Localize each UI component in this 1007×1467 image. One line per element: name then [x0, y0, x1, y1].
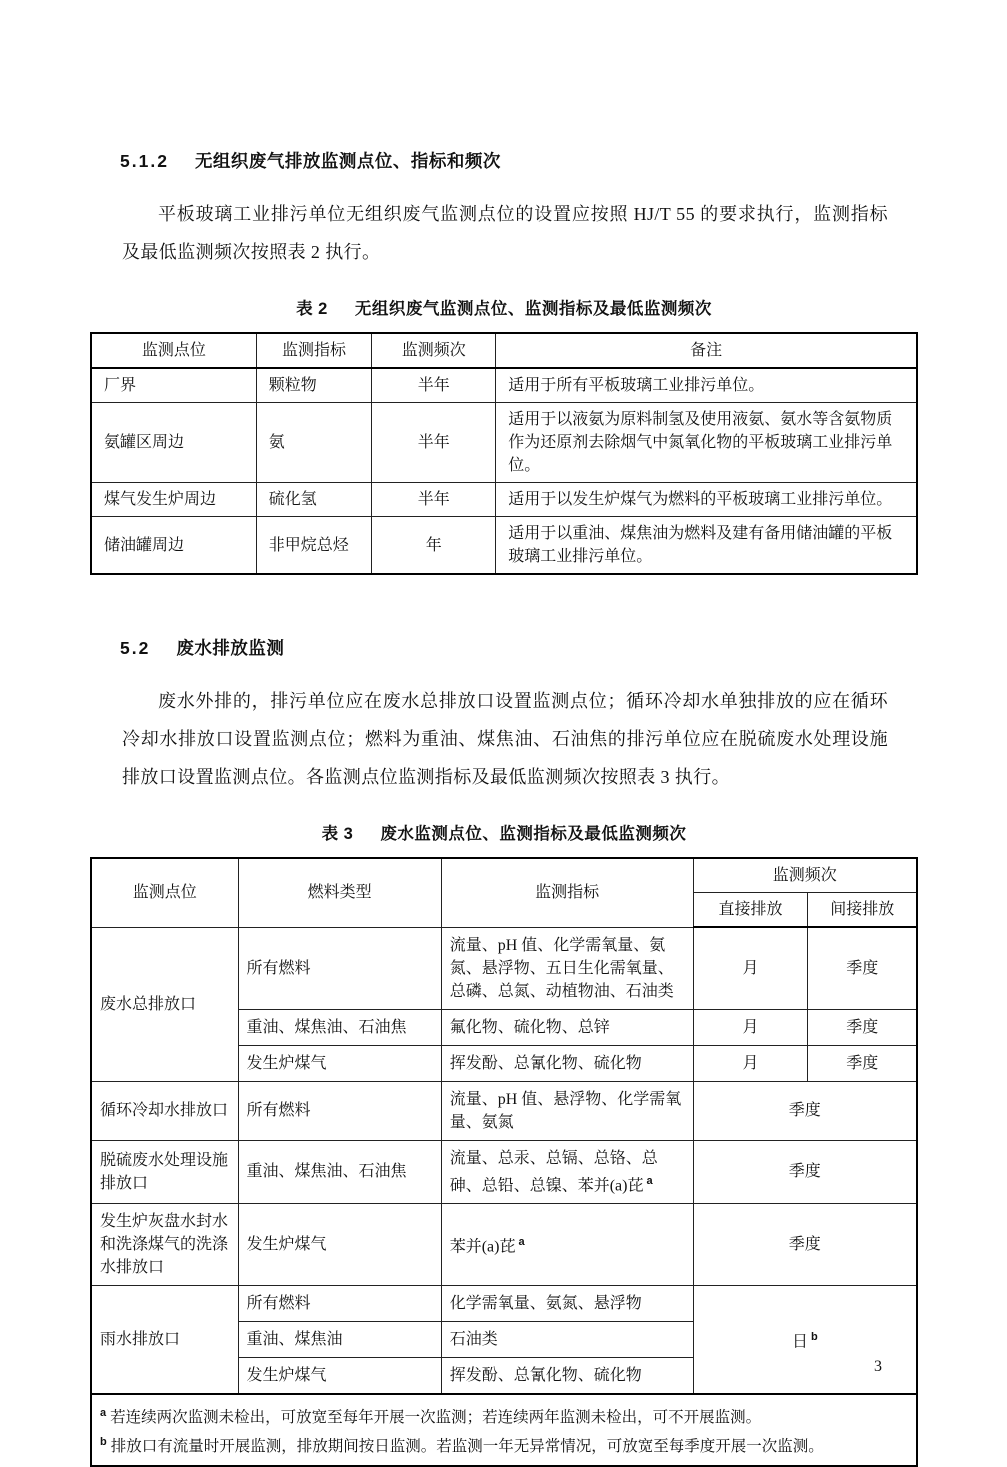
- table2-cell-indicator: 颗粒物: [256, 368, 372, 403]
- table2-fugitive-emissions: [90, 332, 918, 575]
- footnote-b-text: 排放口有流量时开展监测，排放期间按日监测。若监测一年无异常情况，可放宽至每季度开展一次监测。: [110, 1438, 824, 1456]
- footnote-a: [100, 1401, 908, 1430]
- table3-indicators: 石油类: [441, 1321, 693, 1357]
- footnote-marker-a: a: [646, 1174, 653, 1187]
- table2-header-row: [91, 333, 917, 368]
- table3-fuel: 所有燃料: [238, 1081, 441, 1140]
- table-row: [91, 927, 917, 1009]
- footnote-a-text: 若连续两次监测未检出，可放宽至每年开展一次监测；若连续两年监测未检出，可不开展监测。: [110, 1408, 762, 1426]
- table-row: [91, 368, 917, 403]
- table3-merged-frequency: 季度: [693, 1081, 917, 1140]
- table2-header-point: 监测点位: [91, 333, 256, 368]
- table2-cell-frequency: 半年: [372, 483, 496, 517]
- document-page: [90, 0, 918, 1467]
- table2-cell-indicator: 非甲烷总烃: [256, 517, 372, 575]
- table3-indicators: 挥发酚、总氰化物、硫化物: [441, 1045, 693, 1081]
- table2-caption-text: 无组织废气监测点位、监测指标及最低监测频次: [354, 300, 712, 318]
- table-row: [91, 483, 917, 517]
- footnote-a-marker: a: [100, 1406, 107, 1419]
- table2-cell-frequency: 年: [372, 517, 496, 575]
- table3-direct-frequency: 月: [693, 927, 808, 1009]
- table2-cell-point: 厂界: [91, 368, 256, 403]
- table2-cell-frequency: 半年: [372, 403, 496, 483]
- footnote-b: [100, 1430, 908, 1459]
- table2-header-indicator: 监测指标: [256, 333, 372, 368]
- paragraph-52: 废水外排的，排污单位应在废水总排放口设置监测点位；循环冷却水单独排放的应在循环冷却水排放口设置监测点位；燃料为重油、煤焦油、石油焦的排污单位应在脱硫废水处理设施排放口设置监测点位。各监测点位监测指标及最低监测频次按照表 3 执行。: [122, 691, 888, 787]
- table3-caption: [90, 820, 918, 844]
- footnote-marker-b: b: [810, 1330, 818, 1343]
- table3-point: 循环冷却水排放口: [91, 1081, 238, 1140]
- table3-indicators-text: 流量、总汞、总镉、总铬、总砷、总铅、总镍、苯并(a)芘: [449, 1149, 658, 1194]
- table3-point: 脱硫废水处理设施排放口: [91, 1140, 238, 1203]
- section-number: 5.1.2: [120, 151, 169, 171]
- table2-caption-label: 表 2: [296, 300, 328, 318]
- table3-fuel: 重油、煤焦油、石油焦: [238, 1140, 441, 1203]
- section-heading-512: [90, 148, 918, 173]
- table2-cell-indicator: 硫化氢: [256, 483, 372, 517]
- table3-merged-frequency: [693, 1285, 917, 1394]
- table2-cell-indicator: 氨: [256, 403, 372, 483]
- table3-fuel: 所有燃料: [238, 927, 441, 1009]
- table3-wastewater-monitoring: [90, 857, 918, 1467]
- table3-header-frequency: 监测频次: [693, 858, 917, 893]
- table3-direct-frequency: 月: [693, 1009, 808, 1045]
- table3-indirect-frequency: 季度: [808, 927, 917, 1009]
- table3-fuel: 所有燃料: [238, 1285, 441, 1321]
- table-row: [91, 1140, 917, 1203]
- table2-cell-point: 煤气发生炉周边: [91, 483, 256, 517]
- table3-header-indirect: 间接排放: [808, 893, 917, 928]
- table3-direct-frequency: 月: [693, 1045, 808, 1081]
- table3-frequency-text: 日: [791, 1332, 808, 1350]
- table-row: [91, 403, 917, 483]
- table3-merged-frequency: 季度: [693, 1140, 917, 1203]
- section-title: 废水排放监测: [176, 638, 285, 658]
- table3-header-point: 监测点位: [91, 858, 238, 927]
- table2-cell-remark: 适用于以重油、煤焦油为燃料及建有备用储油罐的平板玻璃工业排污单位。: [496, 517, 917, 575]
- table3-caption-label: 表 3: [321, 825, 354, 843]
- footnote-b-marker: b: [100, 1435, 107, 1448]
- table3-header-direct: 直接排放: [693, 893, 808, 928]
- table3-header-fuel: 燃料类型: [238, 858, 441, 927]
- table2-header-remark: 备注: [496, 333, 917, 368]
- table2-cell-point: 氨罐区周边: [91, 403, 256, 483]
- table3-fuel: 发生炉煤气: [238, 1203, 441, 1285]
- table3-indirect-frequency: 季度: [808, 1045, 917, 1081]
- table-row: [91, 517, 917, 575]
- table-row: [91, 1203, 917, 1285]
- table2-cell-point: 储油罐周边: [91, 517, 256, 575]
- table3-merged-frequency: 季度: [693, 1203, 917, 1285]
- section-heading-52: [90, 635, 918, 660]
- table2-cell-remark: 适用于所有平板玻璃工业排污单位。: [496, 368, 917, 403]
- footnote-marker-a: a: [518, 1235, 525, 1248]
- table3-fuel: 发生炉煤气: [238, 1357, 441, 1394]
- table3-indicators: 氟化物、硫化物、总锌: [441, 1009, 693, 1045]
- table2-cell-remark: 适用于以发生炉煤气为燃料的平板玻璃工业排污单位。: [496, 483, 917, 517]
- table2-cell-remark: 适用于以液氨为原料制氢及使用液氨、氨水等含氨物质作为还原剂去除烟气中氮氧化物的平板玻璃工业排污单位。: [496, 403, 917, 483]
- table3-indicators: [441, 1203, 693, 1285]
- table3-indicators: 挥发酚、总氰化物、硫化物: [441, 1357, 693, 1394]
- table3-indirect-frequency: 季度: [808, 1009, 917, 1045]
- table2-caption: [90, 295, 918, 319]
- table3-fuel: 重油、煤焦油、石油焦: [238, 1009, 441, 1045]
- table3-indicators: 流量、pH 值、化学需氧量、氨氮、悬浮物、五日生化需氧量、总磷、总氮、动植物油、石油类: [441, 927, 693, 1009]
- table3-header-indicator: 监测指标: [441, 858, 693, 927]
- table2-header-frequency: 监测频次: [372, 333, 496, 368]
- table3-indicators: 流量、pH 值、悬浮物、化学需氧量、氨氮: [441, 1081, 693, 1140]
- table3-indicators-text: 苯并(a)芘: [449, 1237, 516, 1255]
- table3-fuel: 发生炉煤气: [238, 1045, 441, 1081]
- table3-point: 废水总排放口: [91, 927, 238, 1081]
- table3-indicators: [441, 1140, 693, 1203]
- table3-point: 雨水排放口: [91, 1285, 238, 1394]
- table-row: [91, 1081, 917, 1140]
- table-row: [91, 1285, 917, 1321]
- table3-caption-text: 废水监测点位、监测指标及最低监测频次: [380, 825, 687, 843]
- page-number: 3: [874, 1358, 882, 1375]
- table3-header-row-1: [91, 858, 917, 893]
- table3-point: 发生炉灰盘水封水和洗涤煤气的洗涤水排放口: [91, 1203, 238, 1285]
- paragraph-512: 平板玻璃工业排污单位无组织废气监测点位的设置应按照 HJ/T 55 的要求执行，监测指标及最低监测频次按照表 2 执行。: [122, 204, 888, 262]
- table3-fuel: 重油、煤焦油: [238, 1321, 441, 1357]
- section-title: 无组织废气排放监测点位、指标和频次: [194, 151, 501, 171]
- section-number: 5.2: [120, 638, 151, 658]
- table2-cell-frequency: 半年: [372, 368, 496, 403]
- table3-indicators: 化学需氧量、氨氮、悬浮物: [441, 1285, 693, 1321]
